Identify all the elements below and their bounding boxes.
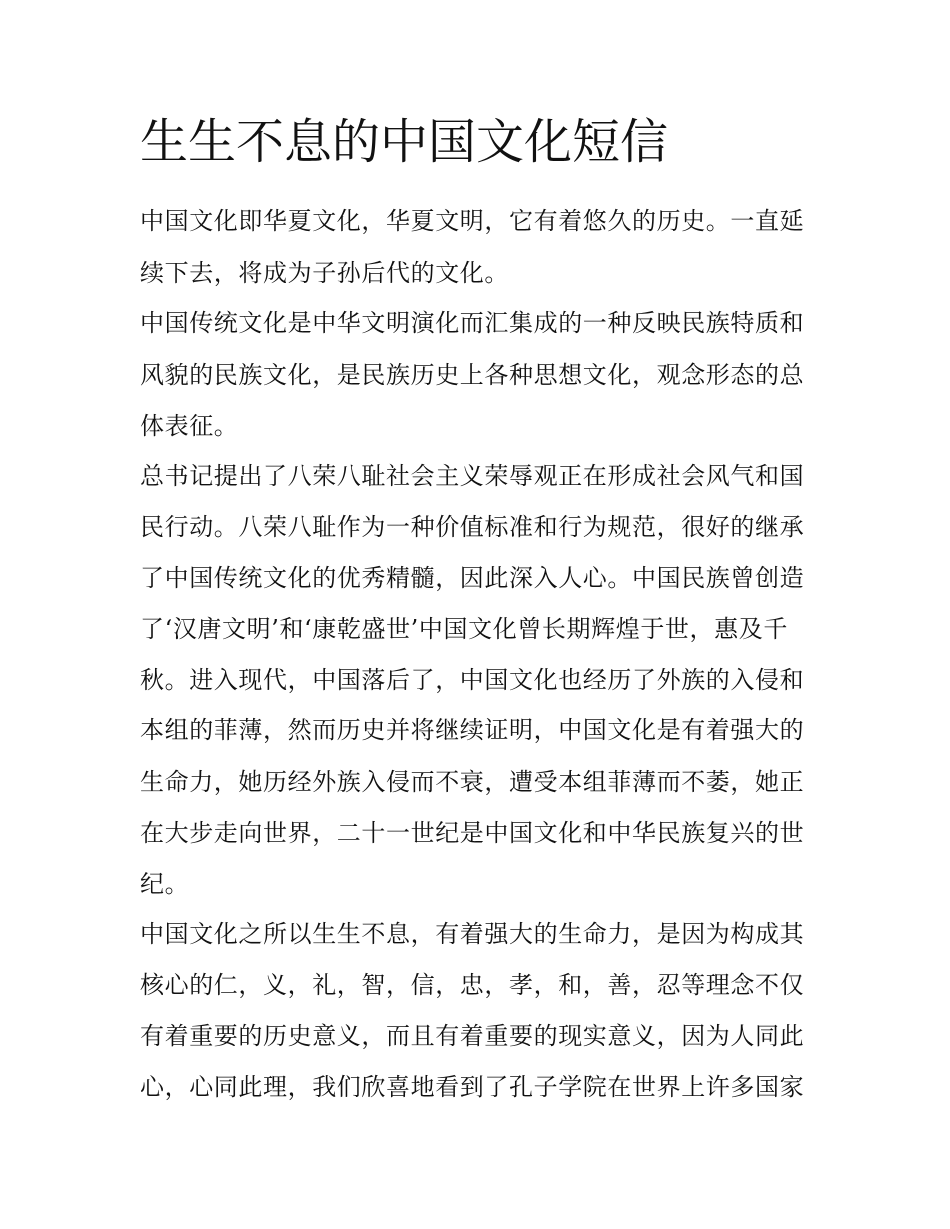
text-line: 体表征。	[140, 412, 239, 440]
text-line: 在大步走向世界，二十一世纪是中国文化和中华民族复兴的世	[140, 819, 805, 847]
text-line: 总书记提出了八荣八耻社会主义荣辱观正在形成社会风气和国	[140, 462, 805, 490]
text-line: 核心的仁，义，礼，智，信，忠，孝，和，善，忍等理念不仅	[140, 971, 805, 999]
text-line: 续下去，将成为子孙后代的文化。	[140, 259, 509, 287]
text-line: 中国文化即华夏文化，华夏文明，它有着悠久的历史。一直延	[140, 207, 805, 235]
text-line: 心，心同此理，我们欣喜地看到了孔子学院在世界上许多国家	[140, 1073, 805, 1101]
text-line: 秋。进入现代，中国落后了，中国文化也经历了外族的入侵和	[140, 666, 805, 694]
text-line: 中国文化之所以生生不息，有着强大的生命力，是因为构成其	[140, 920, 805, 948]
text-line: 纪。	[140, 870, 190, 898]
text-line: 本组的菲薄，然而历史并将继续证明，中国文化是有着强大的	[140, 716, 805, 744]
text-line: 风貌的民族文化，是民族历史上各种思想文化，观念形态的总	[140, 361, 805, 389]
text-line: 有着重要的历史意义，而且有着重要的现实意义，因为人同此	[140, 1022, 805, 1050]
text-line: 生命力，她历经外族入侵而不衰，遭受本组菲薄而不萎，她正	[140, 768, 805, 796]
text-line: 民行动。八荣八耻作为一种价值标准和行为规范，很好的继承	[140, 513, 805, 541]
text-line: 中国传统文化是中华文明演化而汇集成的一种反映民族特质和	[140, 309, 805, 337]
text-line: 了‘汉唐文明’和‘康乾盛世’中国文化曾长期辉煌于世，惠及千	[140, 615, 788, 643]
text-line: 了中国传统文化的优秀精髓，因此深入人心。中国民族曾创造	[140, 564, 805, 592]
document-title: 生生不息的中国文化短信	[140, 114, 669, 170]
